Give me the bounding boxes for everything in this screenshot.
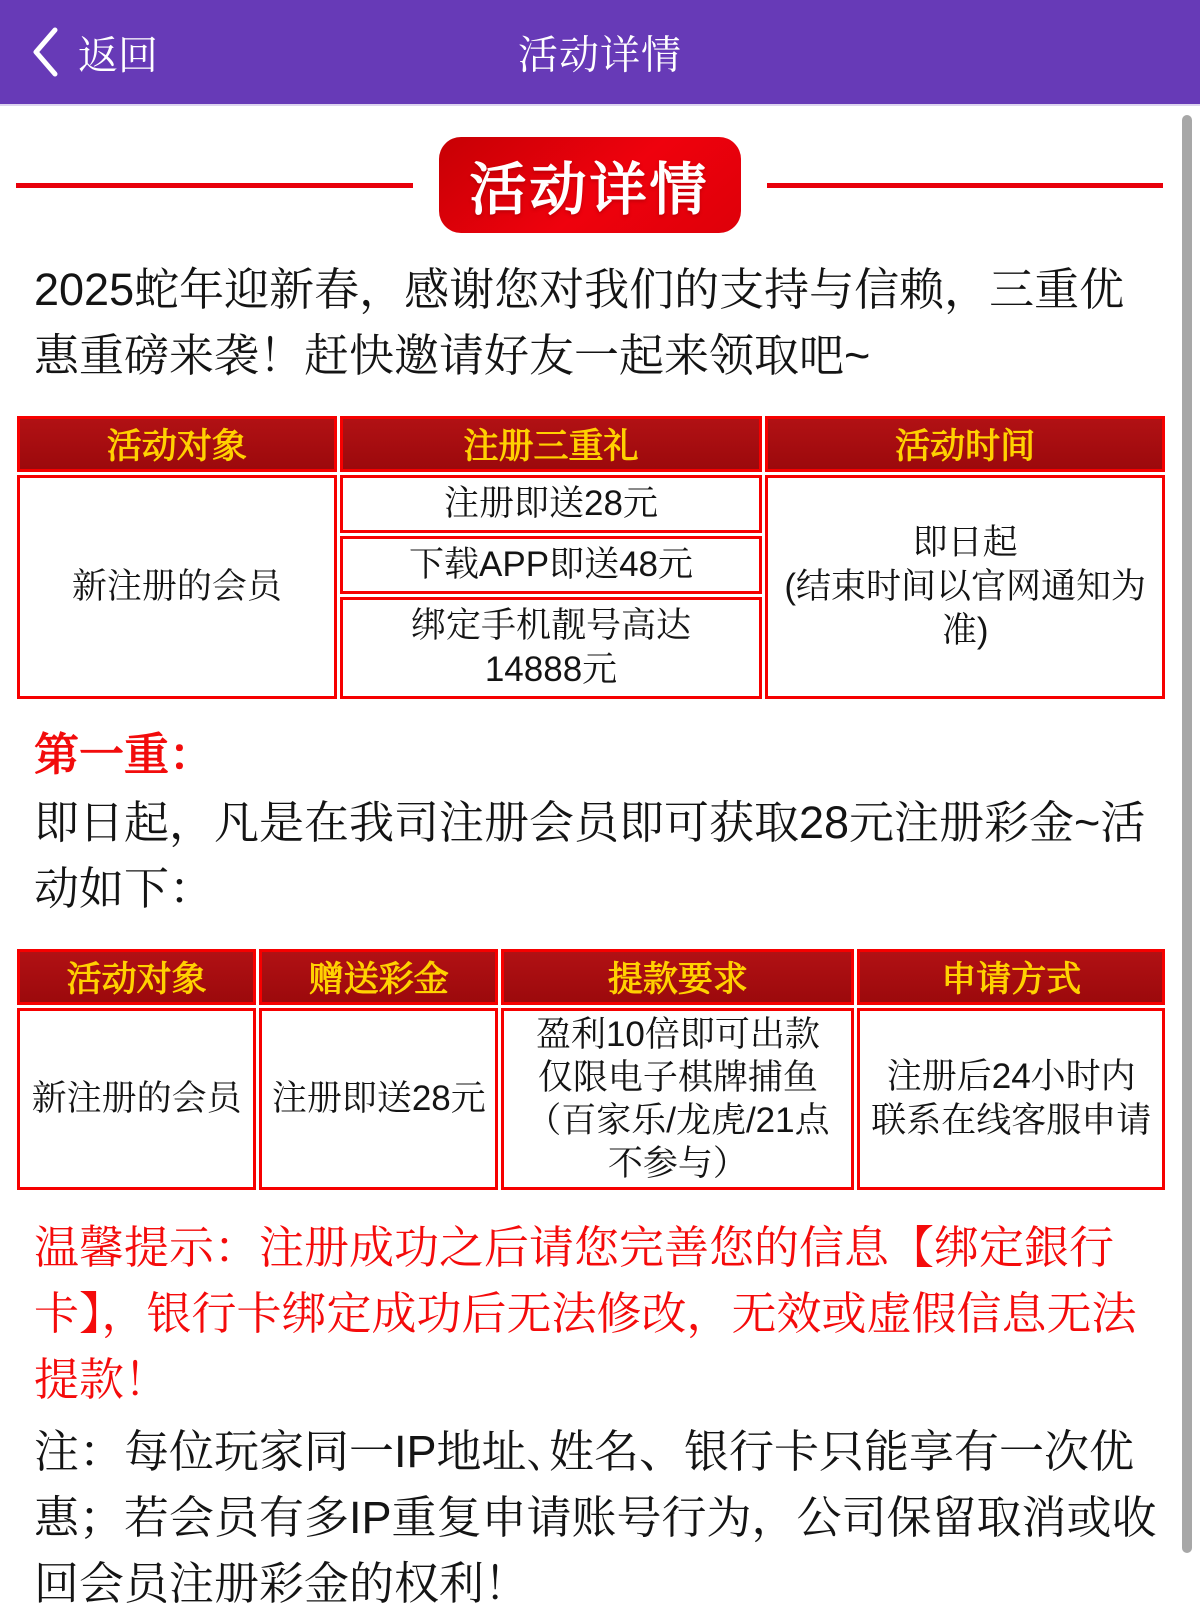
section1-heading: 第一重： — [34, 729, 215, 780]
nav-bar — [0, 0, 1200, 106]
table1-gift3-line1: 绑定手机靓号高达 — [411, 606, 692, 645]
table2-withdraw-line1: 盈利10倍即可出款 — [535, 1015, 820, 1054]
section1-body: 即日起，凡是在我司注册会员即可获取28元注册彩金~活动如下： — [34, 797, 1146, 914]
table1-cell-gift3 — [340, 597, 763, 699]
note-text: 注：每位玩家同一IP地址､姓名、银行卡只能享有一次优惠；若会员有多IP重复申请账号行为，公司保留取消或收回会员注册彩金的权利！ — [34, 1426, 1157, 1609]
table2-cell-bonus: 注册即送28元 — [259, 1008, 498, 1190]
table2-withdraw-line2: 仅限电子棋牌捕鱼（百家乐/龙虎/21点不参与） — [526, 1058, 830, 1183]
banner-line-right — [767, 183, 1164, 188]
banner-row — [16, 137, 1163, 233]
table2-cell-audience: 新注册的会员 — [17, 1008, 256, 1190]
table1-cell-time — [765, 475, 1165, 699]
table2-apply-line1: 注册后24小时内 — [886, 1057, 1136, 1096]
table-row — [17, 416, 1165, 472]
table1-cell-gift2: 下载APP即送48元 — [340, 536, 763, 594]
table1-header-audience: 活动对象 — [17, 416, 337, 472]
table2-header-audience: 活动对象 — [17, 949, 256, 1005]
table2-header-bonus: 赠送彩金 — [259, 949, 498, 1005]
table1-cell-gift1: 注册即送28元 — [340, 475, 763, 533]
back-button[interactable] — [30, 0, 158, 104]
back-label: 返回 — [78, 33, 158, 78]
table1-cell-audience: 新注册的会员 — [17, 475, 337, 699]
warning-text: 温馨提示：注册成功之后请您完善您的信息【绑定銀行卡】，银行卡绑定成功后无法修改，无效或虚假信息无法提款！ — [34, 1222, 1137, 1405]
page-title: 活动详情 — [518, 33, 682, 78]
table2-header-withdraw: 提款要求 — [501, 949, 854, 1005]
intro-paragraph: 2025蛇年迎新春，感谢您对我们的支持与信赖，三重优惠重磅来袭！赶快邀请好友一起来领取吧~ — [34, 264, 1125, 381]
table2-header-apply: 申请方式 — [857, 949, 1165, 1005]
table1-header-time: 活动时间 — [765, 416, 1165, 472]
table2-apply-line2: 联系在线客服申请 — [871, 1101, 1152, 1140]
table2-cell-apply — [857, 1008, 1165, 1190]
table-row — [17, 475, 1165, 533]
table-row — [17, 949, 1165, 1005]
banner-line-left — [16, 183, 413, 188]
vertical-scrollbar-thumb[interactable] — [1182, 115, 1192, 1553]
table-row — [17, 1008, 1165, 1190]
table1-gift3-line2: 14888元 — [484, 650, 618, 689]
table1-time-line1: 即日起 — [912, 523, 1018, 562]
banner-badge: 活动详情 — [439, 137, 741, 233]
table2-cell-withdraw — [501, 1008, 854, 1190]
promo-table-2 — [14, 946, 1168, 1193]
table1-time-line2: (结束时间以官网通知为准) — [784, 567, 1146, 650]
promo-table-1 — [14, 413, 1168, 702]
chevron-left-icon — [30, 26, 60, 78]
table1-header-gifts: 注册三重礼 — [340, 416, 763, 472]
